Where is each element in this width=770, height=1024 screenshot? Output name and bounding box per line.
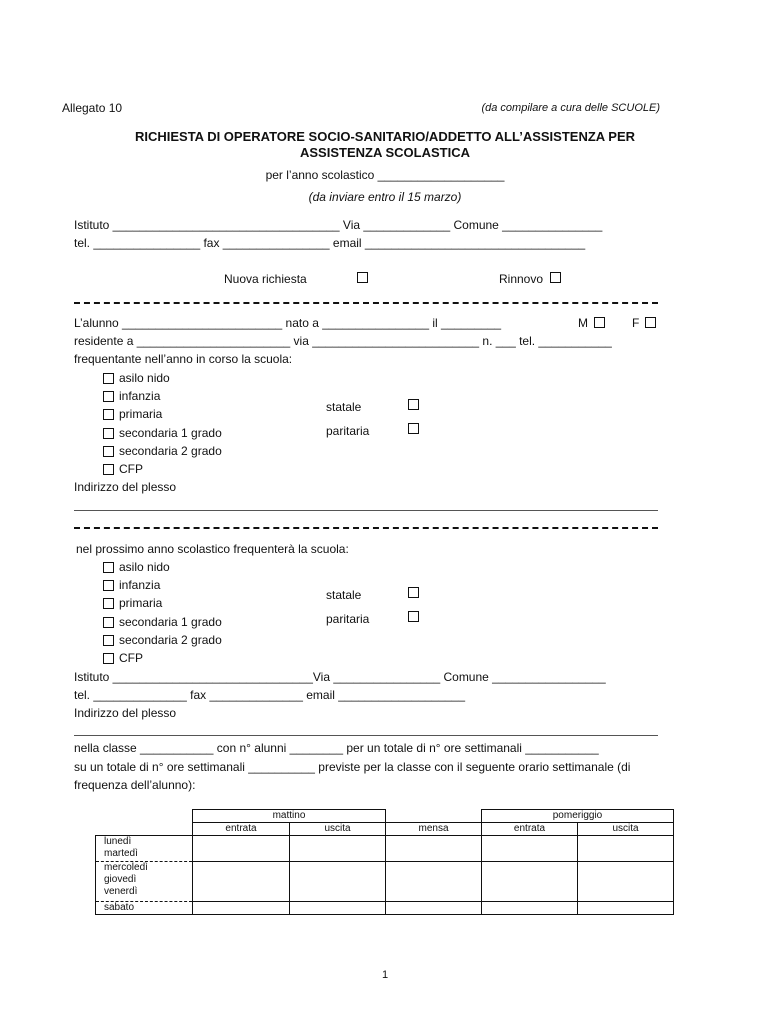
anno-scolastico: per l’anno scolastico ___________________ xyxy=(265,168,505,182)
cell-lm-pomeriggio-entrata[interactable] xyxy=(482,836,578,862)
scuola-corrente-cfp-checkbox[interactable] xyxy=(103,464,114,475)
giorno-mercoledi: mercoledì xyxy=(104,862,148,873)
paritaria-prossimo-checkbox[interactable] xyxy=(408,611,419,622)
section-separator xyxy=(74,527,658,529)
scuola-corrente-primaria-checkbox[interactable] xyxy=(103,409,114,420)
cell-lm-mattino-entrata[interactable] xyxy=(193,836,290,862)
cell-mgv-mattino-uscita[interactable] xyxy=(290,862,386,902)
ore-settimanali-line: su un totale di n° ore settimanali __________ previste per la classe con il seguente orario settimanale (di xyxy=(74,760,631,774)
scuola-corrente-sec2-checkbox[interactable] xyxy=(103,446,114,457)
giorno-giovedi: giovedì xyxy=(104,874,137,885)
mattino-header: mattino xyxy=(193,810,386,823)
giorno-sabato: sabato xyxy=(96,902,193,915)
scuola-corrente-asilo-checkbox[interactable] xyxy=(103,373,114,384)
alunno-line: L’alunno ________________________ nato a ________________ il _________ xyxy=(74,316,502,330)
document-title-line1: RICHIESTA DI OPERATORE SOCIO-SANITARIO/ADDETTO ALL’ASSISTENZA PER xyxy=(134,129,636,144)
statale-label: statale xyxy=(326,400,362,414)
scuola-corrente-sec2-label: secondaria 2 grado xyxy=(119,444,222,458)
scuola-corrente-sec1-checkbox[interactable] xyxy=(103,428,114,439)
scuola-prossima-asilo-checkbox[interactable] xyxy=(103,562,114,573)
mensa-header: mensa xyxy=(386,823,482,836)
cell-mgv-pomeriggio-entrata[interactable] xyxy=(482,862,578,902)
giorno-martedi: martedì xyxy=(104,848,138,859)
sex-f-label: F xyxy=(632,316,640,330)
giorno-venerdi: venerdì xyxy=(104,886,138,897)
scuola-prossima-infanzia-label: infanzia xyxy=(119,578,161,592)
scuola-corrente-infanzia-checkbox[interactable] xyxy=(103,391,114,402)
residenza-line: residente a _______________________ via _________________________ n. ___ tel. ___________ xyxy=(74,334,612,348)
scuola-prossima-sec2-label: secondaria 2 grado xyxy=(119,633,222,647)
scuola-prossima-sec1-label: secondaria 1 grado xyxy=(119,615,222,629)
cell-mgv-mattino-entrata[interactable] xyxy=(193,862,290,902)
cell-sab-pomeriggio-uscita[interactable] xyxy=(578,902,674,915)
mattino-uscita-header: uscita xyxy=(290,823,386,836)
pomeriggio-uscita-header: uscita xyxy=(578,823,674,836)
paritaria-label-prossimo: paritaria xyxy=(326,612,370,626)
cell-sab-mensa[interactable] xyxy=(386,902,482,915)
scuola-prossima-sec1-checkbox[interactable] xyxy=(103,617,114,628)
orario-table xyxy=(95,809,674,915)
indirizzo-plesso-label: Indirizzo del plesso xyxy=(74,480,177,494)
rinnovo-checkbox[interactable] xyxy=(550,272,561,283)
scuola-corrente-asilo-label: asilo nido xyxy=(119,371,170,385)
sex-m-label: M xyxy=(578,316,588,330)
scuola-corrente-infanzia-label: infanzia xyxy=(119,389,161,403)
nuova-richiesta-checkbox[interactable] xyxy=(357,272,368,283)
statale-checkbox[interactable] xyxy=(408,399,419,410)
scuola-corrente-primaria-label: primaria xyxy=(119,407,163,421)
istituto-line: Istituto __________________________________ Via _____________ Comune _______________ xyxy=(74,218,603,232)
scuola-prossima-primaria-checkbox[interactable] xyxy=(103,598,114,609)
paritaria-checkbox[interactable] xyxy=(408,423,419,434)
cell-sab-pomeriggio-entrata[interactable] xyxy=(482,902,578,915)
scuola-prossima-sec2-checkbox[interactable] xyxy=(103,635,114,646)
page-number: 1 xyxy=(381,969,389,981)
deadline-note: (da inviare entro il 15 marzo) xyxy=(308,190,462,204)
cell-lm-pomeriggio-uscita[interactable] xyxy=(578,836,674,862)
frequentante-label: frequentante nell’anno in corso la scuola: xyxy=(74,352,293,366)
indirizzo-plesso-prossimo-field[interactable] xyxy=(74,735,658,736)
prossimo-anno-label: nel prossimo anno scolastico frequenterà la scuola: xyxy=(76,542,349,556)
section-separator xyxy=(74,302,658,304)
scuola-prossima-cfp-label: CFP xyxy=(119,651,143,665)
paritaria-label: paritaria xyxy=(326,424,370,438)
classe-line: nella classe ___________ con n° alunni ________ per un totale di n° ore settimanali ___________ xyxy=(74,741,599,755)
scuola-corrente-sec1-label: secondaria 1 grado xyxy=(119,426,222,440)
istituto-prossimo-line: Istituto ______________________________Via ________________ Comune _________________ xyxy=(74,670,606,684)
indirizzo-plesso-field[interactable] xyxy=(74,510,658,511)
sex-f-checkbox[interactable] xyxy=(645,317,656,328)
scuola-prossima-cfp-checkbox[interactable] xyxy=(103,653,114,664)
cell-lm-mattino-uscita[interactable] xyxy=(290,836,386,862)
giorno-lunedi: lunedì xyxy=(104,836,132,847)
rinnovo-label: Rinnovo xyxy=(499,272,544,286)
scuola-prossima-asilo-label: asilo nido xyxy=(119,560,170,574)
mattino-entrata-header: entrata xyxy=(193,823,290,836)
compilation-note: (da compilare a cura delle SCUOLE) xyxy=(481,102,660,114)
cell-sab-mattino-entrata[interactable] xyxy=(193,902,290,915)
cell-lm-mensa[interactable] xyxy=(386,836,482,862)
cell-sab-mattino-uscita[interactable] xyxy=(290,902,386,915)
statale-label-prossimo: statale xyxy=(326,588,362,602)
nuova-richiesta-label: Nuova richiesta xyxy=(224,272,307,286)
allegato-label: Allegato 10 xyxy=(62,101,123,115)
frequenza-label: frequenza dell’alunno): xyxy=(74,778,196,792)
scuola-prossima-primaria-label: primaria xyxy=(119,596,163,610)
contatti-prossimo-line: tel. ______________ fax ______________ email ___________________ xyxy=(74,688,466,702)
sex-m-checkbox[interactable] xyxy=(594,317,605,328)
indirizzo-plesso-prossimo-label: Indirizzo del plesso xyxy=(74,706,177,720)
giorni-group-1 xyxy=(96,836,193,862)
contatti-line: tel. ________________ fax ________________ email _________________________________ xyxy=(74,236,586,250)
giorni-group-2 xyxy=(96,862,193,902)
cell-mgv-mensa[interactable] xyxy=(386,862,482,902)
scuola-prossima-infanzia-checkbox[interactable] xyxy=(103,580,114,591)
pomeriggio-header: pomeriggio xyxy=(482,810,674,823)
cell-mgv-pomeriggio-uscita[interactable] xyxy=(578,862,674,902)
scuola-corrente-cfp-label: CFP xyxy=(119,462,143,476)
statale-prossimo-checkbox[interactable] xyxy=(408,587,419,598)
pomeriggio-entrata-header: entrata xyxy=(482,823,578,836)
document-title-line2: ASSISTENZA SCOLASTICA xyxy=(300,145,470,160)
